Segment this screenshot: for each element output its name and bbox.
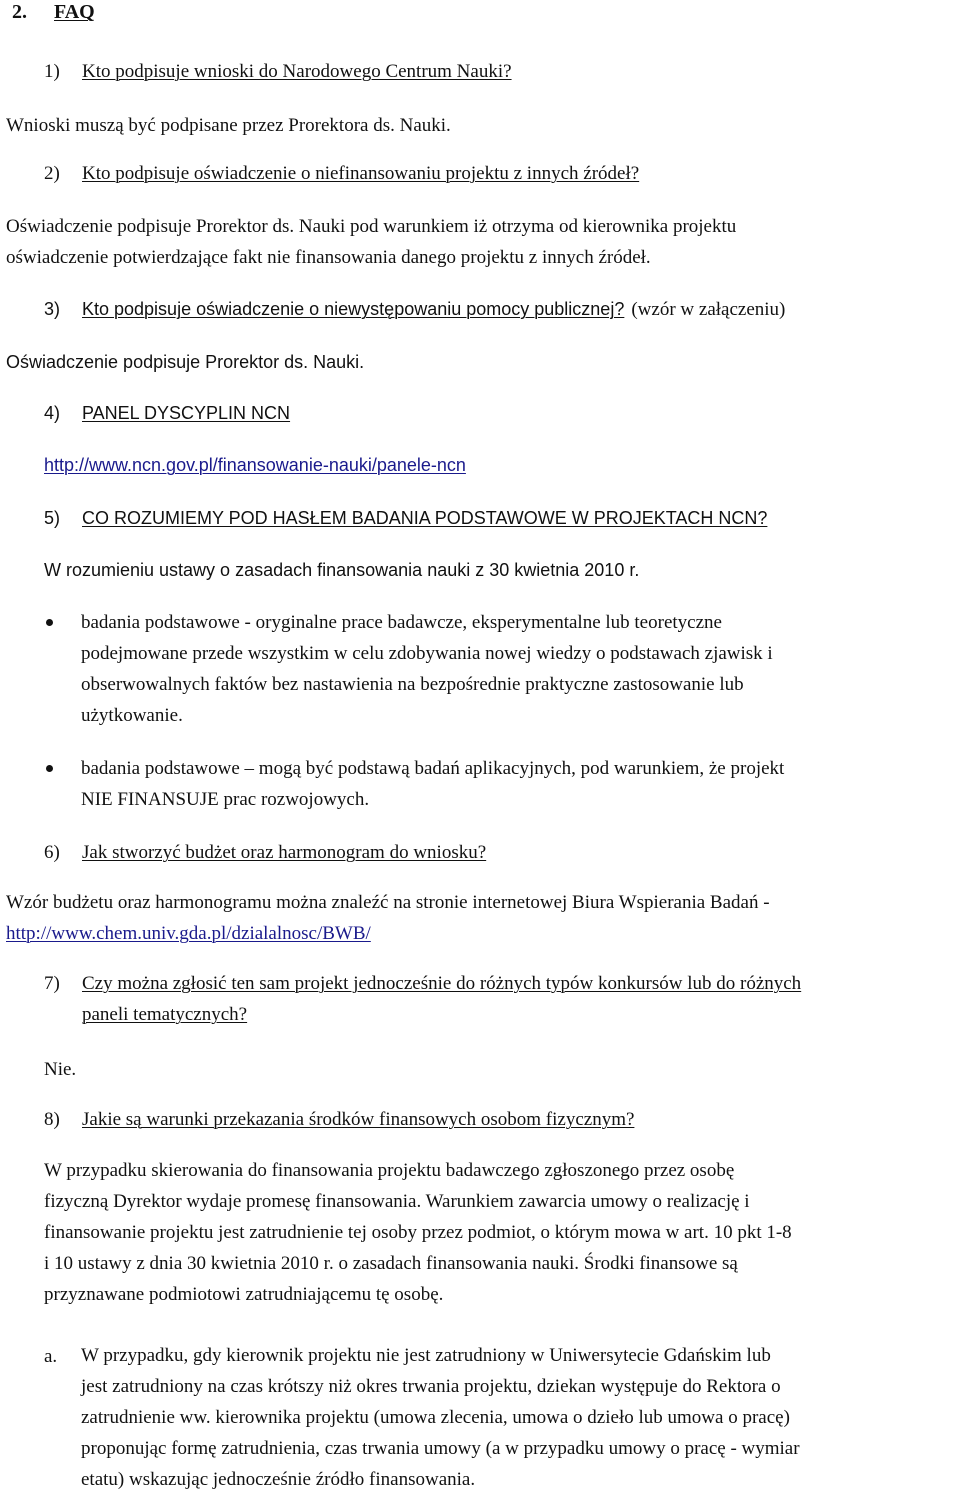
question-number: 1) [44,61,60,82]
answer-8 [44,1155,792,1310]
answer-2 [6,211,736,273]
answer-3: Oświadczenie podpisuje Prorektor ds. Nauki. [6,352,365,372]
question-text: Czy można zgłosić ten sam projekt jednocześnie do różnych typów konkursów lub do różnych [82,973,802,994]
sub-item-line: W przypadku, gdy kierownik projektu nie jest zatrudniony w Uniwersytecie Gdańskim lub [81,1345,771,1366]
answer-5-intro: W rozumieniu ustawy o zasadach finansowania nauki z 30 kwietnia 2010 r. [44,560,640,580]
sub-item-line: jest zatrudniony na czas krótszy niż okres trwania projektu, dziekan występuje do Rektora o [81,1376,781,1397]
question-4 [44,404,290,422]
section-heading [12,2,95,22]
question-number: 5) [44,508,61,528]
question-number: 6) [44,842,60,863]
question-1 [44,62,512,81]
question-text: Kto podpisuje oświadczenie o niewystępowaniu pomocy publicznej? [82,299,625,319]
question-text: paneli tematycznych? [82,1004,248,1025]
question-2 [44,164,639,183]
question-6 [44,843,486,862]
answer-line: oświadczenie potwierdzające fakt nie finansowania danego projektu z innych źródeł. [6,247,651,268]
question-text: Kto podpisuje wnioski do Narodowego Centrum Nauki? [82,61,512,82]
sub-item-a [81,1340,800,1495]
sub-item-line: etatu) wskazując jednocześnie źródło finansowania. [81,1469,476,1490]
bullet-line: użytkowanie. [81,705,183,726]
bullet-item-2 [81,753,784,815]
section-title: FAQ [54,1,95,23]
bullet-line: obserwowalnych faktów bez nastawienia na bezpośrednie praktyczne zastosowanie lub [81,674,744,695]
bullet-line: podejmowane przede wszystkim w celu zdobywania nowej wiedzy o podstawach zjawisk i [81,643,773,664]
bullet-icon [46,765,53,772]
panel-link[interactable]: http://www.ncn.gov.pl/finansowanie-nauki/panele-ncn [44,455,466,475]
bullet-line: badania podstawowe – mogą być podstawą badań aplikacyjnych, pod warunkiem, że projekt [81,758,785,779]
bullet-icon [46,619,53,626]
question-number: 8) [44,1109,60,1130]
question-3 [44,300,785,319]
bullet-line: NIE FINANSUJE prac rozwojowych. [81,789,370,810]
answer-6: Wzór budżetu oraz harmonogramu można znaleźć na stronie internetowej Biura Wspierania Badań - [6,892,770,913]
question-number: 4) [44,403,61,423]
bullet-line: badania podstawowe - oryginalne prace badawcze, eksperymentalne lub teoretyczne [81,612,722,633]
question-7 [44,968,801,1030]
question-number: 3) [44,299,61,319]
question-8 [44,1110,634,1129]
sub-item-line: zatrudnienie ww. kierownika projektu (umowa zlecenia, umowa o dzieło lub umowa o pracę) [81,1407,790,1428]
answer-line: Oświadczenie podpisuje Prorektor ds. Nauki pod warunkiem iż otrzyma od kierownika projektu [6,216,737,237]
sub-item-line: proponując formę zatrudnienia, czas trwania umowy (a w przypadku umowy o pracę - wymiar [81,1438,800,1459]
question-line [44,968,801,999]
question-5 [44,509,767,527]
question-text: Jakie są warunki przekazania środków finansowych osobom fizycznym? [82,1109,635,1130]
answer-line: W przypadku skierowania do finansowania projektu badawczego zgłoszonego przez osobę [44,1160,735,1181]
question-text: Jak stworzyć budżet oraz harmonogram do wniosku? [82,842,487,863]
section-number: 2. [12,1,27,23]
answer-line: finansowanie projektu jest zatrudnienie tej osoby przez podmiot, o którym mowa w art. 10 pkt 1-8 [44,1222,792,1243]
question-text: CO ROZUMIEMY POD HASŁEM BADANIA PODSTAWOWE W PROJEKTACH NCN? [82,508,768,528]
question-text: Kto podpisuje oświadczenie o niefinansowaniu projektu z innych źródeł? [82,163,640,184]
answer-line: przyznawane podmiotowi zatrudniającemu tę osobę. [44,1284,444,1305]
question-number: 2) [44,163,60,184]
sub-item-label: a. [44,1346,58,1367]
answer-line: i 10 ustawy z dnia 30 kwietnia 2010 r. o zasadach finansowania nauki. Środki finansowe są [44,1253,738,1274]
question-text: PANEL DYSCYPLIN NCN [82,403,291,423]
answer-1: Wnioski muszą być podpisane przez Prorektora ds. Nauki. [6,115,451,136]
bwb-link[interactable]: http://www.chem.univ.gda.pl/dzialalnosc/BWB/ [6,923,371,944]
question-note: (wzór w załączeniu) [631,299,786,320]
answer-7: Nie. [44,1059,77,1080]
answer-line: fizyczną Dyrektor wydaje promesę finansowania. Warunkiem zawarcia umowy o realizację i [44,1191,750,1212]
bullet-item-1 [81,607,773,731]
question-number: 7) [44,973,60,994]
